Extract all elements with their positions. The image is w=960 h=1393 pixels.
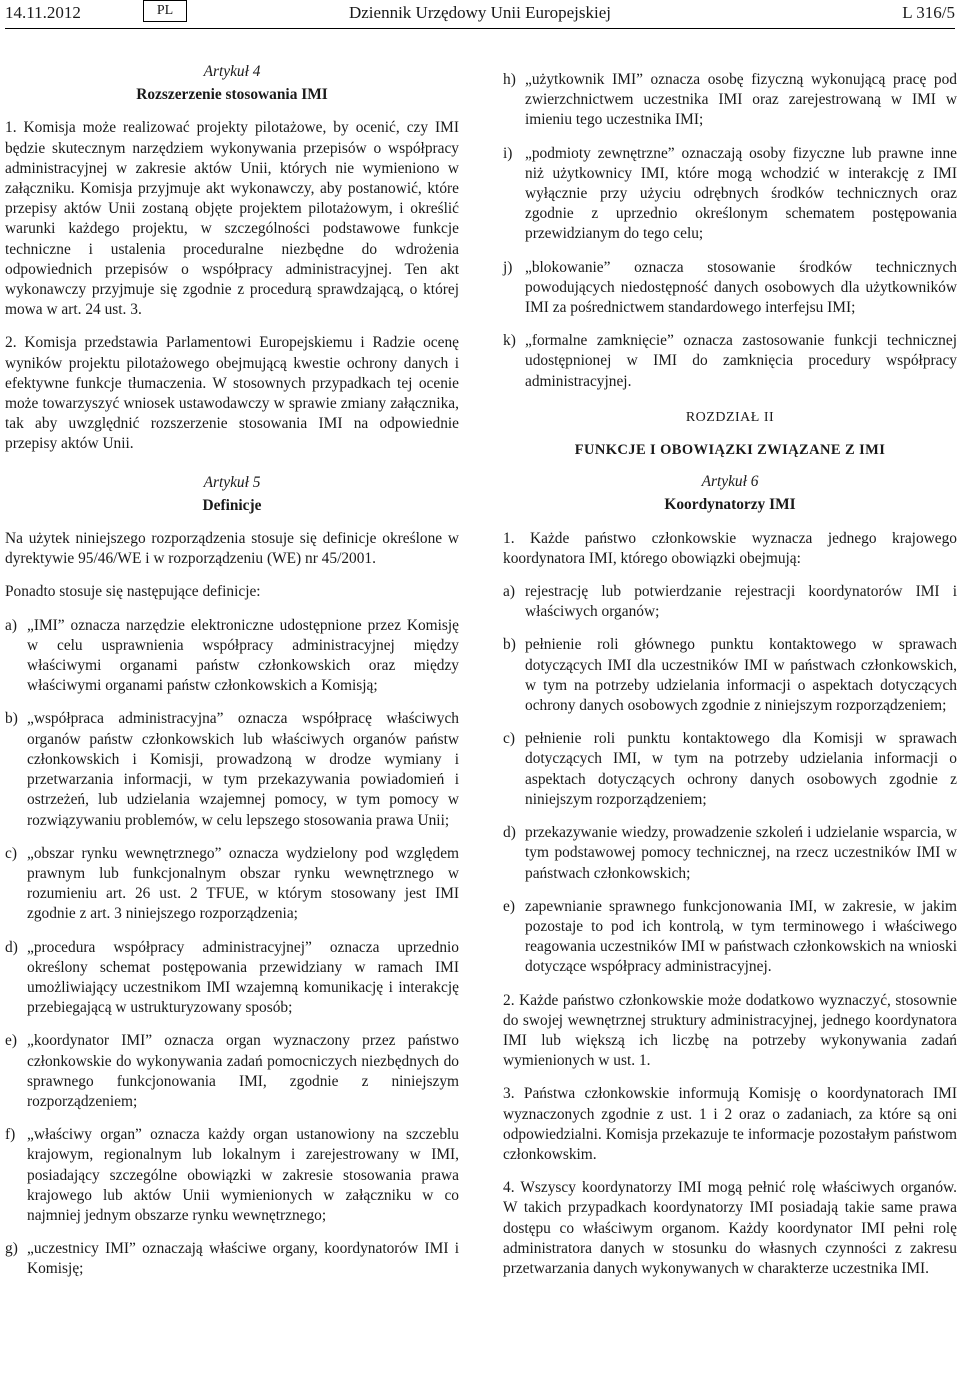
- item-text: „IMI” oznacza narzędzie elektroniczne udostępnione przez Komisję w celu usprawnienia współpracy administracyjnej między właściwymi organami państw członkowskich oraz między właściwymi organami państw członkowskich a Komisją;: [27, 616, 459, 695]
- item-text: „podmioty zewnętrzne” oznaczają osoby fizyczne lub prawne inne niż użytkownicy IMI, które mogą wchodzić w interakcję z IMI wyłącznie przy użyciu odrębnych środków technicznych oraz zgodnie z uprzednio określonym schematem postępowania przewidzianym do tego celu;: [525, 144, 957, 243]
- article-5-intro-2: Ponadto stosuje się następujące definicje:: [5, 583, 261, 601]
- page-header: [5, 0, 955, 29]
- item-text: przekazywanie wiedzy, prowadzenie szkoleń i udzielanie wsparcia, w tym podstawowej pomocy technicznej, na rzecz uczestników IMI w państwach członkowskich;: [525, 824, 957, 882]
- definition-item: [503, 70, 957, 131]
- item-label: a): [5, 616, 17, 634]
- item-label: d): [5, 938, 18, 956]
- article-6-paragraph-1: 1. Każde państwo członkowskie wyznacza jednego krajowego koordynatora IMI, którego obowiązki obejmują:: [503, 529, 957, 567]
- article-6-paragraph-2: 2. Każde państwo członkowskie może dodatkowo wyznaczyć, stosownie do swojej wewnętrznej struktury administracyjnej, jednego koordynatora IMI lub większą ich liczbę na potrzeby wykonywania zadań wymienionych w ust. 1.: [503, 991, 957, 1070]
- item-text: „współpraca administracyjna” oznacza współpracę właściwych organów państw członkowskich lub właściwych organów państw członkowskich i Komisji, prowadzoną w drodze wymiany i przetwarzania informacji, w tym przekazywania powiadomień i ostrzeżeń, lub udzielania wzajemnej pomocy, w tym pomocy w rozwiązywaniu problemów, w celu lepszego stosowania prawa Unii;: [27, 710, 459, 829]
- right-column: [503, 70, 957, 1292]
- item-label: c): [5, 844, 17, 862]
- left-column: [5, 62, 459, 1293]
- chapter-label: ROZDZIAŁ II: [685, 409, 775, 425]
- article-5-label: Artykuł 5: [203, 473, 261, 491]
- item-text: zapewnianie sprawnego funkcjonowania IMI, w zakresie, w jakim pozostaje to pod ich kontrolą, w tym terminowego i właściwego reagowania uczestników IMI w państwach członkowskich na wnioski dotyczące współpracy administracyjnej.: [525, 897, 957, 976]
- definition-item: [5, 709, 459, 830]
- definition-item: [5, 1031, 459, 1112]
- definition-item: [5, 938, 459, 1019]
- item-label: h): [503, 71, 516, 88]
- list-item: [503, 729, 957, 810]
- definition-item: [503, 258, 957, 319]
- article-6-paragraph-4: 4. Wszyscy koordynatorzy IMI mogą pełnić rolę właściwych organów. W takich przypadkach koordynatorzy IMI posiadają takie same prawa dostępu co właściwym organom. Każdy koordynator IMI pełni rolę administratora danych w stosunku do własnych czynności z zakresu przetwarzania danych wykonywanych w charakterze uczestnika IMI.: [503, 1179, 957, 1277]
- item-label: b): [5, 710, 18, 728]
- item-text: „obszar rynku wewnętrznego” oznacza wydzielony pod względem prawnym lub funkcjonalnym obszar rynku wewnętrznego w rozumieniu art. 26 ust. 2 TFUE, w którym stosowany jest IMI zgodnie z art. 3 niniejszego rozporządzenia;: [27, 844, 459, 923]
- definition-item: [503, 331, 957, 392]
- article-4-paragraph-2: 2. Komisja przedstawia Parlamentowi Europejskiemu i Radzie ocenę wyników projektu pilotażowego obejmującą kwestie ochrony danych i efektywne funkcje tłumaczenia. W stosownych przypadkach tej ocenie może towarzyszyć wniosek ustawodawczy w sprawie zmiany załącznika, tak aby uwzględnić rozszerzenie stosowania IMI na odpowiednie przepisy aktów Unii.: [5, 334, 459, 453]
- item-label: k): [503, 332, 516, 350]
- item-label: e): [503, 897, 515, 915]
- item-text: pełnienie roli punktu kontaktowego dla Komisji w sprawach dotyczących IMI, w tym na potrzeby udzielania informacji o aspektach dotyczących ochrony danych osobowych zgodnie z niniejszym rozporządzeniem;: [525, 730, 957, 808]
- language-badge: PL: [143, 0, 187, 22]
- chapter-title: FUNKCJE I OBOWIĄZKI ZWIĄZANE Z IMI: [574, 442, 886, 459]
- definition-item: [503, 144, 957, 245]
- list-item: [503, 897, 957, 978]
- article-5-intro: Na użytek niniejszego rozporządzenia stosuje się definicje określone w dyrektywie 95/46/WE i w rozporządzeniu (WE) nr 45/2001.: [5, 530, 459, 568]
- journal-title: Dziennik Urzędowy Unii Europejskiej: [348, 3, 611, 22]
- definition-item: [5, 616, 459, 697]
- article-6-title: Koordynatorzy IMI: [664, 496, 796, 514]
- item-label: f): [5, 1126, 16, 1144]
- definition-item: [5, 844, 459, 925]
- item-label: c): [503, 730, 515, 748]
- item-text: „koordynator IMI” oznacza organ wyznaczony przez państwo członkowskie do wykonywania zadań pomocniczych niezbędnych do sprawnego funkcjonowania IMI, zgodnie z niniejszym rozporządzeniem;: [27, 1032, 459, 1110]
- definition-item: [5, 1239, 459, 1279]
- publication-date: 14.11.2012: [5, 3, 81, 22]
- page-reference: L 316/5: [902, 3, 955, 22]
- item-label: d): [503, 824, 516, 842]
- item-text: „formalne zamknięcie” oznacza zastosowanie funkcji technicznej udostępnionej w IMI do zamknięcia procedury współpracy administracyjnej.: [525, 332, 957, 390]
- item-text: „użytkownik IMI” oznacza osobę fizyczną wykonującą pracę pod zwierzchnictwem uczestnika IMI oraz zarejestrowaną w IMI w imieniu tego uczestnika IMI;: [525, 71, 957, 129]
- item-text: pełnienie roli głównego punktu kontaktowego w sprawach dotyczących IMI dla uczestników IMI w państwach członkowskich, w tym na potrzeby udzielania informacji o aspektach dotyczących ochrony danych osobowych zgodnie z niniejszym rozporządzeniem;: [525, 636, 957, 715]
- item-text: „uczestnicy IMI” oznaczają właściwe organy, koordynatorów IMI i Komisję;: [27, 1240, 459, 1278]
- item-text: rejestrację lub potwierdzanie rejestracji koordynatorów IMI i właściwych organów;: [525, 583, 957, 621]
- item-text: „procedura współpracy administracyjnej” oznacza uprzednio określony schemat postępowania przewidziany w ramach IMI umożliwiający uczestnikom IMI wzajemną komunikację i interakcję przebiegającą w ustrukturyzowany sposób;: [27, 938, 459, 1017]
- item-label: g): [5, 1240, 18, 1258]
- item-text: „blokowanie” oznacza stosowanie środków technicznych powodujących niedostępność danych osobowych dla użytkowników IMI za pośrednictwem standardowego interfejsu IMI;: [525, 258, 957, 317]
- item-text: „właściwy organ” oznacza każdy organ ustanowiony na szczeblu krajowym, regionalnym lub lokalnym i zarejestrowany w IMI, posiadający szczególne obowiązki w zakresie stosowania prawa krajowego lub aktów Unii wymienionych w załączniku w co najmniej jednym obszarze rynku wewnętrznego;: [27, 1126, 459, 1224]
- list-item: [503, 635, 957, 716]
- item-label: b): [503, 636, 516, 654]
- item-label: j): [503, 258, 513, 276]
- item-label: i): [503, 144, 513, 162]
- article-4-paragraph-1: 1. Komisja może realizować projekty pilotażowe, by ocenić, czy IMI będzie skutecznym narzędziem wykonywania przepisów o współpracy administracyjnej w zakresie aktów Unii, których nie wymieniono w załączniku. Komisja przyjmuje akt wykonawczy, aby postanowić, które przepisy aktów Unii zostaną objęte projektem pilotażowym, i określić warunki każdego projektu, w szczególności podstawowe funkcje techniczne i ustalenia proceduralne niezbędne do wdrożenia odpowiednich przepisów o współpracy administracyjnej. Ten akt wykonawczy przyjmuje się zgodnie z procedurą sprawdzającą, o której mowa w art. 24 ust. 3.: [5, 119, 459, 319]
- list-item: [503, 823, 957, 884]
- item-label: e): [5, 1032, 17, 1050]
- list-item: [503, 582, 957, 622]
- article-6-paragraph-3: 3. Państwa członkowskie informują Komisję o koordynatorach IMI wyznaczonych zgodnie z ust. 1 i 2 oraz o zadaniach, za które są oni odpowiedzialni. Komisja przekazuje te informacje pozostałym państwom członkowskim.: [503, 1085, 957, 1163]
- article-6-label: Artykuł 6: [701, 473, 759, 491]
- definition-item: [5, 1125, 459, 1226]
- article-4-title: Rozszerzenie stosowania IMI: [136, 86, 328, 104]
- article-4-label: Artykuł 4: [203, 63, 261, 80]
- item-label: a): [503, 583, 515, 601]
- article-5-title: Definicje: [202, 496, 262, 514]
